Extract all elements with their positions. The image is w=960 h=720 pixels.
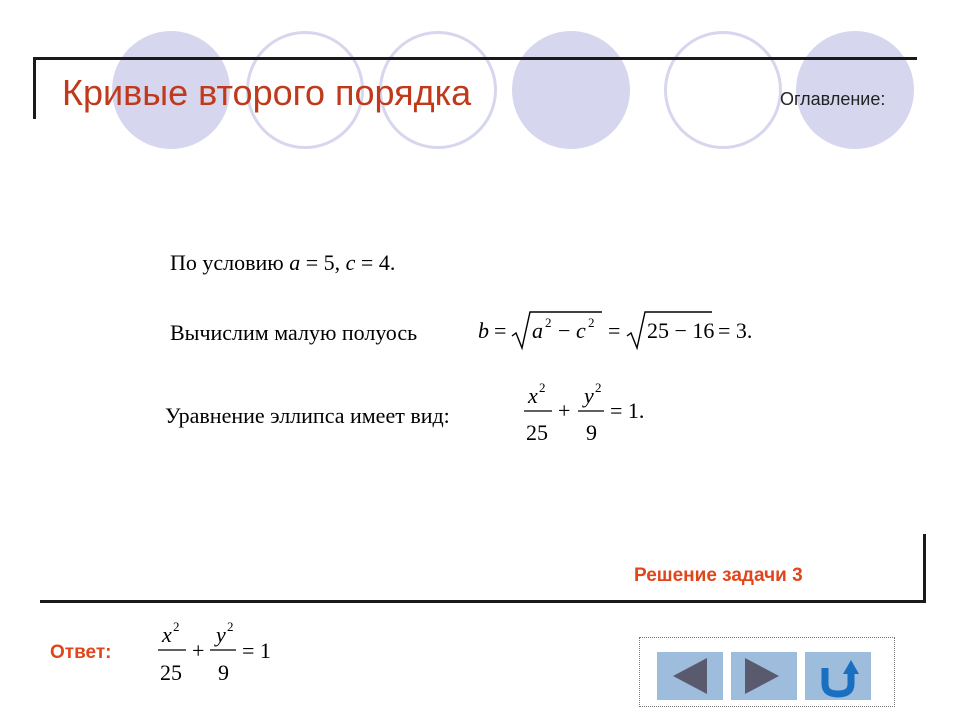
svg-text:2: 2 [227,619,234,634]
svg-text:=: = [608,318,621,343]
navigation-panel [639,637,895,707]
svg-text:+: + [192,638,205,663]
svg-text:x: x [162,622,172,647]
next-slide-button[interactable] [731,652,797,700]
minor-axis-text: Вычислим малую полуось [170,320,418,345]
condition-line [170,250,395,276]
svg-text:= 1: = 1 [242,638,271,663]
a-value: = 5, [305,250,341,275]
previous-slide-button[interactable] [657,652,723,700]
svg-text:y: y [216,622,226,647]
condition-text: По условию [170,250,284,275]
svg-text:b: b [478,318,489,343]
svg-text:= 1.: = 1. [610,398,645,423]
u-turn-arrow-icon [805,652,871,700]
svg-text:2: 2 [173,619,180,634]
svg-text:−: − [558,318,571,343]
left-border [33,57,36,119]
c-value: = 4. [360,250,396,275]
svg-text:y: y [584,383,594,408]
variable-a: a [289,250,301,275]
right-border [923,534,926,602]
return-button[interactable] [805,652,871,700]
svg-text:2: 2 [588,315,595,330]
triangle-left-icon [657,652,723,700]
svg-text:2: 2 [595,380,602,395]
svg-text:x: x [528,383,538,408]
svg-text:25: 25 [160,660,182,685]
svg-text:a: a [532,318,543,343]
bottom-divider [40,600,926,603]
decorative-circle [664,31,782,149]
minor-axis-formula [472,306,772,356]
top-divider [33,57,917,60]
table-of-contents-link[interactable]: Оглавление: [780,89,886,109]
decorative-circle [512,31,630,149]
svg-text:2: 2 [545,315,552,330]
page-title: Кривые второго порядка [62,72,472,113]
svg-text:25 − 16: 25 − 16 [647,318,715,343]
answer-formula [154,614,294,694]
solution-label: Решение задачи 3 [634,565,803,586]
svg-text:= 3.: = 3. [718,318,753,343]
svg-text:2: 2 [539,380,546,395]
svg-text:=: = [494,318,507,343]
svg-text:25: 25 [526,420,548,445]
svg-text:c: c [576,318,586,343]
ellipse-equation-formula [520,378,660,448]
svg-text:9: 9 [586,420,597,445]
ellipse-equation-text: Уравнение эллипса имеет вид: [165,403,450,428]
variable-c: c [345,250,356,275]
triangle-right-icon [731,652,797,700]
answer-label: Ответ: [50,642,112,663]
svg-text:9: 9 [218,660,229,685]
svg-text:+: + [558,398,571,423]
